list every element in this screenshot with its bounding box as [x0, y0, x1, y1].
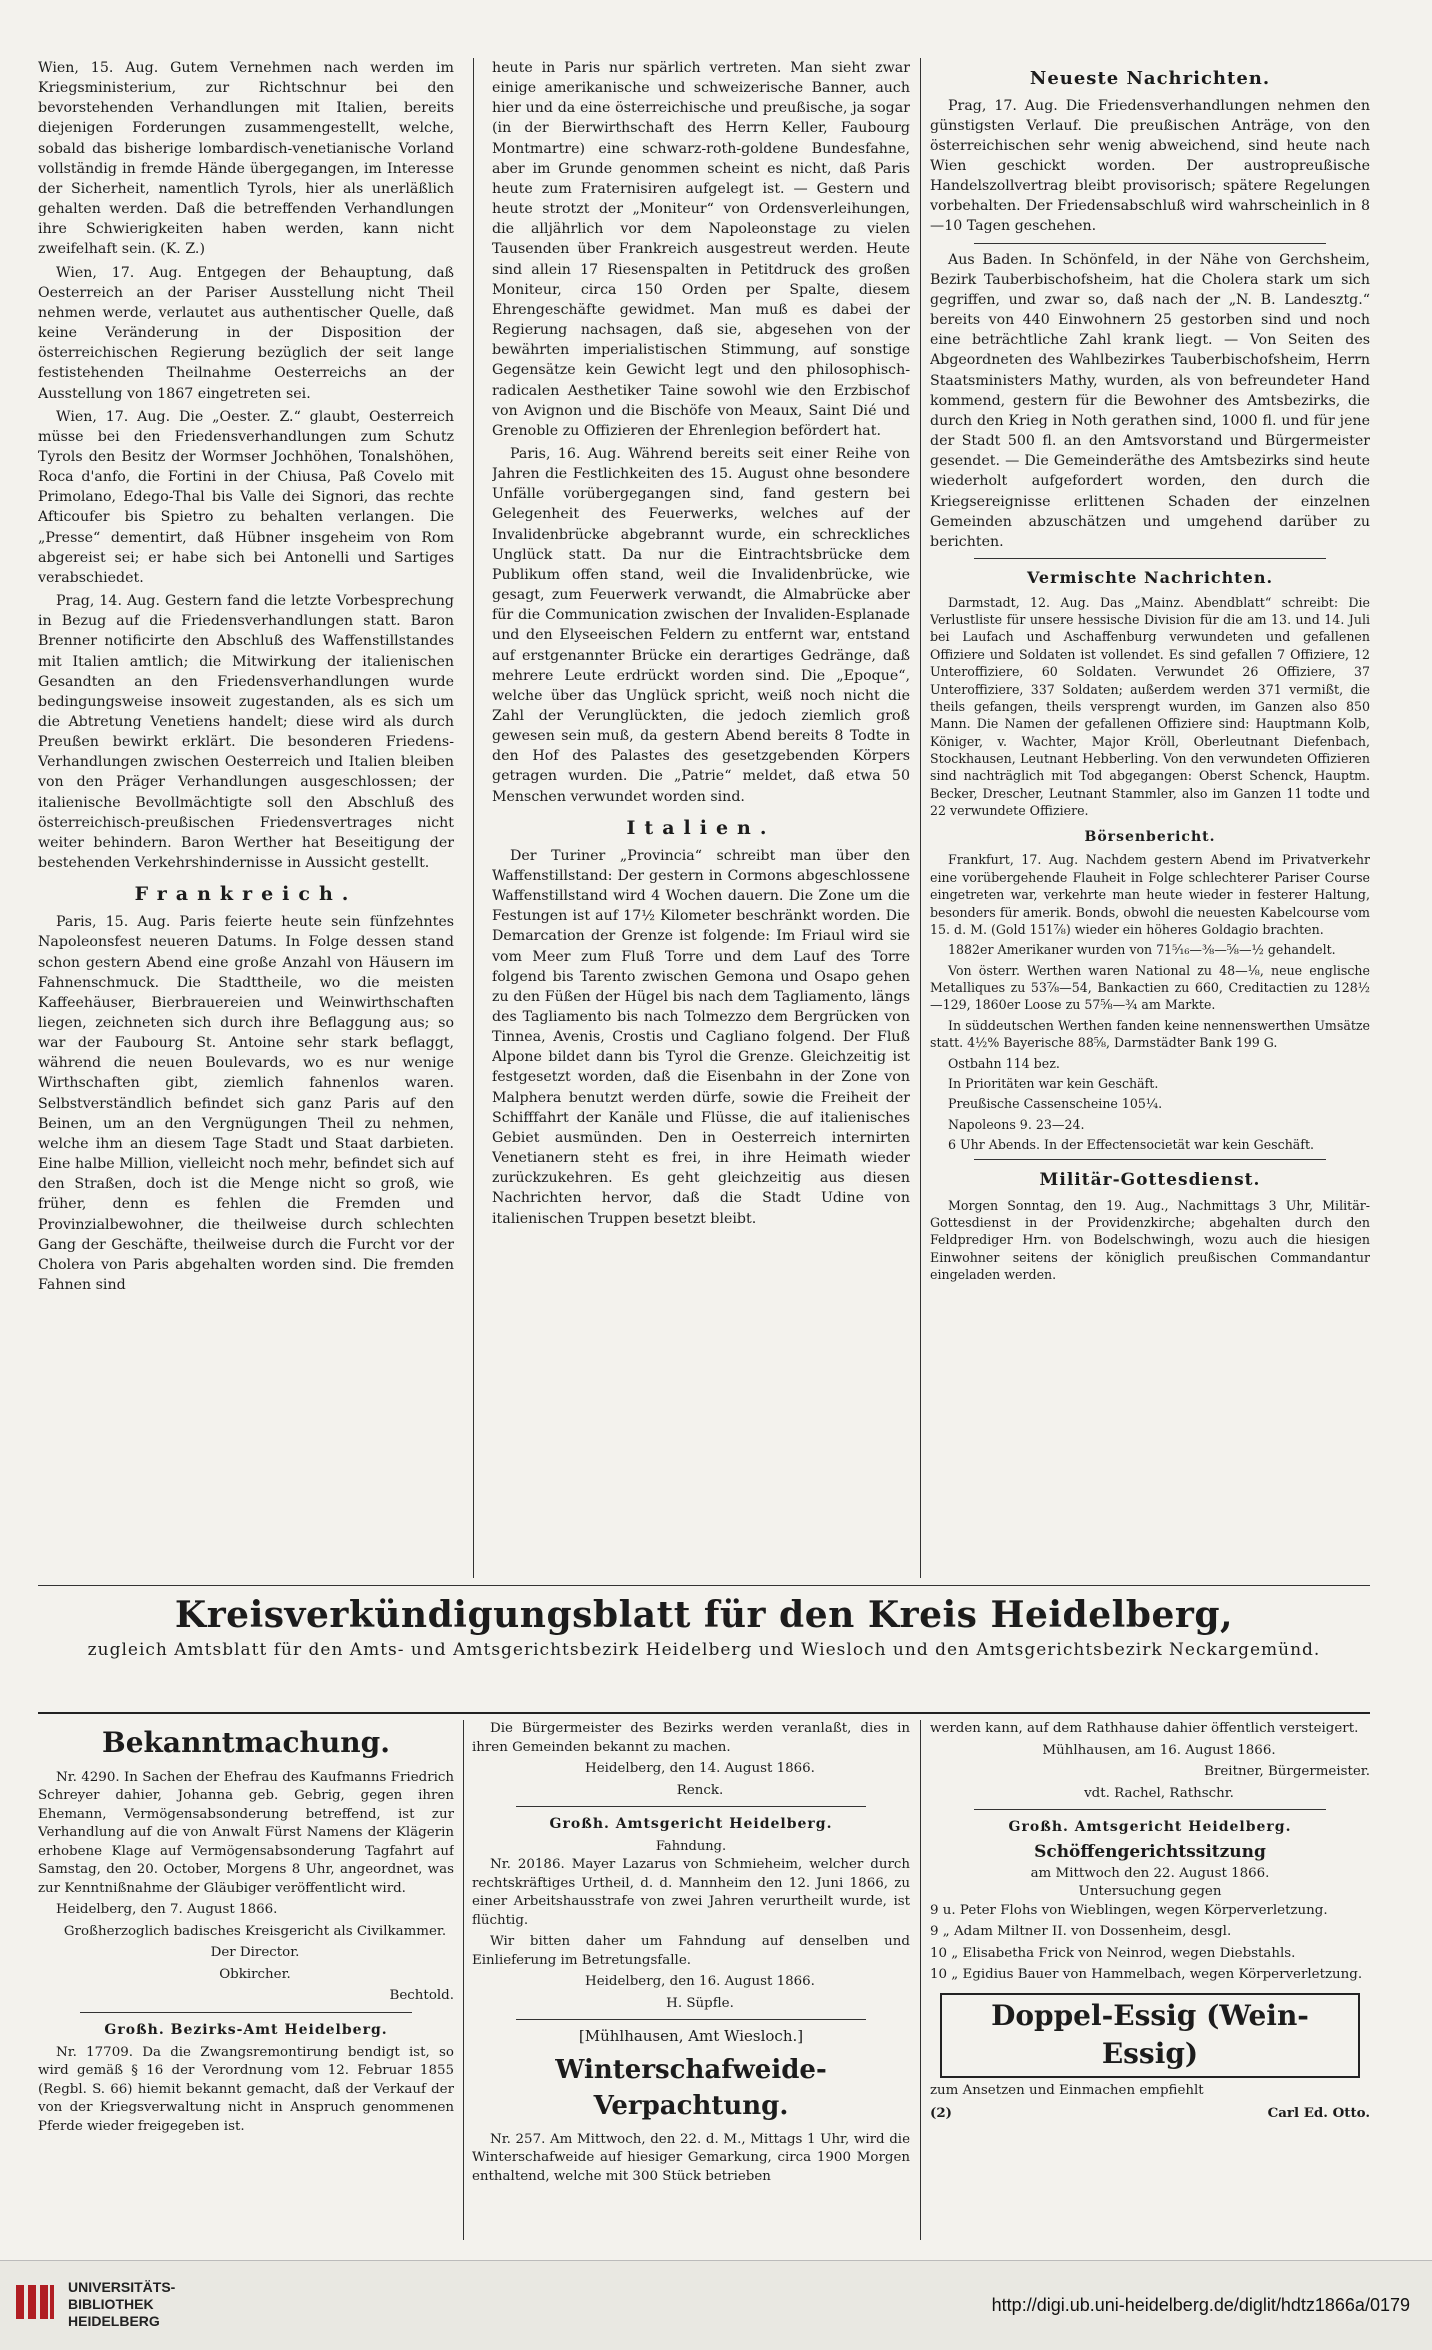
- heading-amtsgericht: Großh. Amtsgericht Heidelberg.: [549, 1816, 833, 1832]
- boerse-line: Von österr. Werthen waren National zu 48—⅛, neue englische Metalliques zu 53⅞—54, Bankactien zu 660, Creditactien zu 128½—129, 1860er Loose zu 57⅝—¾ am Markte.: [930, 962, 1370, 1013]
- library-name-line: HEIDELBERG: [68, 2312, 160, 2329]
- article-prag: Prag, 14. Aug. Gestern fand die letzte Vorbesprechung in Bezug auf die Friedensverhandlungen statt. Baron Brenner notificirte den Abschluß des Waffenstillstandes mit Italien amtlich; die Mitwirkung der italienischen Gesandten an den Friedensverhandlungen wurde bedingungsweise insoweit zugestanden, als es sich um die Abtretung Venetiens handelt; diese wird als durch Preußen bewirkt erklärt. Die besonderen Friedens-Verhandlungen zwischen Oesterreich und Italien bleiben von den Präger Verhandlungen ausgeschlossen; der italienische Bevollmächtigte soll den Abschluß des österreichisch-preußischen Friedensvertrages nicht weiter behindern. Baron Werther hat Beseitigung der bestehenden Verkehrshindernisse in Aussicht gestellt.: [38, 593, 454, 872]
- divider: [516, 1806, 866, 1807]
- announcement-column-3: [930, 1720, 1370, 2240]
- session-item: 9 u. Peter Flohs von Wieblingen, wegen Körperverletzung.: [930, 1902, 1328, 1918]
- divider: [516, 2019, 866, 2020]
- notice-date: Heidelberg, den 7. August 1866.: [56, 1902, 278, 1918]
- article-italien: Der Turiner „Provincia“ schreibt man über den Waffenstillstand: Der gestern in Cormons abgeschlossene Waffenstillstand wird 4 Wochen dauern. Die Zone um die Festungen ist auf 17½ Kilometer beschränkt worden. Die Demarcation der Grenze ist folgende: Im Friaul wird sie vom Meer zum Fluß Torre und dem Lauf des Torre folgend bis Tarento zwischen Gemona und Osapo gehen zu den Füßen der Hügel bis nach dem Tagliamento, längs des Tagliamento bis nach Tolmezzo dem Bergrücken von Tinnea, Avenis, Crostis und Cagliano folgend. Der Fluß Alpone bildet dann bis Tyrol die Grenze. Gleichzeitig ist festgesetzt worden, daß die Eisenbahn in der Zone von Malphera benutzt werden dürfe, sowie die Freiheit der Schifffahrt der Kanäle und Flüsse, die auf italienisches Gebiet ausmünden. Den in Oesterreich internirten Venetianern steht es frei, in ihre Heimath wieder zurückzukehren. Es geht gleichzeitig aus diesen Nachrichten hervor, daß die Stadt Udine von italienischen Truppen besetzt bleibt.: [492, 847, 910, 1227]
- session-item: 9 „ Adam Miltner II. von Dossenheim, desgl.: [930, 1924, 1232, 1940]
- article-wien-1: Wien, 15. Aug. Gutem Vernehmen nach werden im Kriegsministerium, zur Richtschnur bei den bevorstehenden Verhandlungen mit Italien, bereits diejenigen Forderungen zusammengestellt, welche, sobald das bisherige lombardisch-venetianische Vorland vollständig in fremde Hände übergegangen, im Interesse der Sicherheit, namentlich Tyrols, hier als unerläßlich gehalten werden. Daß die betreffenden Verhandlungen ihre Schwierigkeiten haben werden, kann nicht zweifelhaft sein. (K. Z.): [38, 60, 454, 258]
- kreisblatt-title: Kreisverkündigungsblatt für den Kreis Heidelberg,: [174, 1594, 1234, 1636]
- heading-militaer-gottesdienst: Militär-Gottesdienst.: [1039, 1170, 1261, 1191]
- column-2: [492, 58, 910, 1578]
- heading-vermischte: Vermischte Nachrichten.: [1026, 567, 1274, 587]
- announcement-column-1: [38, 1720, 454, 2240]
- notice-text: Die Bürgermeister des Bezirks werden veranlaßt, dies in ihren Gemeinden bekannt zu machen.: [472, 1721, 910, 1755]
- advert-text: zum Ansetzen und Einmachen empfiehlt: [930, 2083, 1204, 2099]
- subheading-schoeffengericht: Schöffengerichtssitzung: [1034, 1842, 1266, 1863]
- notice-signature: vdt. Rachel, Rathschr.: [1084, 1785, 1234, 1801]
- announcement-column-2: [472, 1720, 910, 2240]
- article-baden: Aus Baden. In Schönfeld, in der Nähe von Gerchsheim, Bezirk Tauberbischofsheim, hat die Cholera stark um sich gegriffen, und zwar so, daß nach der „N. B. Landesztg.“ bereits von 440 Einwohnern 25 gestorben sind und noch eine beträchtliche Zahl krank liegt. — Von Seiten des Abgeordneten des Wahlbezirkes Tauberbischofsheim, Herrn Staatsministers Mathy, wurden, als von befreundeter Hand kommend, gestern für die Bewohner des Amtsbezirks, die durch den Krieg in Noth gerathen sind, 1000 fl. und für jene der Stadt 500 fl. an den Amtsvorstand und Bürgermeister gesendet. — Die Gemeinderäthe des Amtsbezirks sind heute wiederholt aufgefordert worden, den durch die Kriegsereignisse erlittenen Schaden der einzelnen Gemeinden abzuschätzen und umgehend darüber zu berichten.: [930, 251, 1370, 550]
- boerse-line: Preußische Cassenscheine 105¼.: [948, 1096, 1163, 1112]
- heading-italien: Italien.: [626, 816, 776, 839]
- session-caption: Untersuchung gegen: [1078, 1884, 1222, 1900]
- advert-doppel-essig: Doppel-Essig (Wein-Essig): [940, 1993, 1360, 2078]
- notice-signature: Renck.: [676, 1782, 724, 1798]
- notice-257: Nr. 257. Am Mittwoch, den 22. d. M., Mittags 1 Uhr, wird die Winterschafweide auf hiesiger Gemarkung, circa 1900 Morgen enthaltend, welche mit 300 Stück betrieben: [472, 2131, 910, 2184]
- article-paris-1: Paris, 15. Aug. Paris feierte heute sein fünfzehntes Napoleonsfest neueren Datums. In Folge dessen stand schon gestern Abend eine große Anzahl von Häusern im Fahnenschmuck. Die Stadttheile, wo die meisten Kaffeehäuser, Bierbrauereien und Weinwirthschaften liegen, zeichneten sich durch ihre Beflaggung aus; so war der Faubourg St. Antoine sehr stark beflaggt, während die neuen Boulevards, wo es nur wenige Wirthschaften gibt, ziemlich fahnenlos waren. Selbstverständlich befindet sich ganz Paris auf den Beinen, um an den Vergnügungen Theil zu nehmen, welche ihm an diesem Tage Stadt und Staat darbieten. Eine halbe Million, vielleicht noch mehr, befindet sich auf den Straßen, doch ist die Menge nicht so groß, wie früher, denn es fehlen die Fremden und Provinzialbewohner, die theilweise durch schlechten Gang der Geschäfte, theilweise durch die Furcht vor der Cholera von Paris abgehalten worden sind. Die fremden Fahnen sind: [38, 914, 454, 1294]
- library-name: [68, 2279, 175, 2329]
- article-frankfurt: Frankfurt, 17. Aug. Nachdem gestern Abend im Privatverkehr eine vorübergehende Flauheit in Folge schlechterer Pariser Course eingetreten war, verkehrte man heute wieder in festerer Haltung, besonders für amerik. Bonds, obwohl die neuesten Kabelcourse vom 15. d. M. (Gold 151⅞) wieder ein höheres Goldagio brachten.: [930, 852, 1370, 937]
- column-1: [38, 58, 454, 1578]
- heading-winterschafweide: Winterschafweide-Verpachtung.: [555, 2054, 827, 2121]
- notice-signature: Bechtold.: [389, 1988, 454, 2004]
- library-logo-icon: [12, 2279, 58, 2325]
- article-paris-2: Paris, 16. Aug. Während bereits seit einer Reihe von Jahren die Festlichkeiten des 15. August ohne besondere Unfälle vorübergegangen sind, fand gestern bei Gelegenheit des Feuerwerks, welches auf der Invalidenbrücke abgebrannt wurde, ein schreckliches Unglück statt. Da nur die Eintrachtsbrücke dem Publikum offen stand, weil die Invalidenbrücke, wie gesagt, zum Feuerwerk verwandt, die Almabrücke aber für die Communication zwischen der Invaliden-Esplanade und den Elyseeischen Feldern zu entfernt war, entstand auf erstgenannter Brücke ein derartiges Gedränge, daß mehrere Leute erdrückt worden sind. Die „Epoque“, welche über das Unglück spricht, weiß noch nicht die Zahl der Verunglückten, die jedoch ziemlich groß gewesen sein muß, da gestern Abend bereits 8 Todte in den Hof des Palastes des gesetzgebenden Körpers getragen wurden. Die „Patrie“ meldet, daß etwa 50 Menschen verwundet worden sind.: [492, 445, 910, 805]
- column-divider: [920, 58, 921, 1578]
- article-prag-news: Prag, 17. Aug. Die Friedensverhandlungen nehmen den günstigsten Verlauf. Die preußischen Anträge, von den österreichischen sehr wenig abweichend, sind heute nach Wien geschickt worden. Der austropreußische Handelszollvertrag bleibt provisorisch; spätere Regelungen vorbehalten. Der Friedensabschluß wird wahrscheinlich in 8—10 Tagen geschehen.: [930, 97, 1370, 235]
- article-wien-3: Wien, 17. Aug. Die „Oester. Z.“ glaubt, Oesterreich müsse bei den Friedensverhandlungen zum Schutz Tyrols den Besitz der Wormser Jochhöhen, Tonalshöhen, Roca d'anfo, die Fortini in der Chiusa, Paß Covelo mit Primolano, Edego-Thal bis Valle dei Signori, das rechte Afticoufer bis Spietro zu behalten verlangen. Die „Presse“ dementirt, daß Hübner insgeheim von Rom abgereist sei; er habe sich bei Antonelli und Sartiges verabschiedet.: [38, 408, 454, 586]
- divider: [974, 1159, 1326, 1160]
- notice-signature: H. Süpfle.: [666, 1995, 734, 2011]
- notice-text: werden kann, auf dem Rathhause dahier öffentlich versteigert.: [930, 1721, 1359, 1736]
- session-item: 10 „ Egidius Bauer von Hammelbach, wegen Körperverletzung.: [930, 1967, 1363, 1983]
- divider: [80, 2012, 413, 2013]
- heading-boersenbericht: Börsenbericht.: [1084, 828, 1216, 845]
- column-divider: [473, 58, 474, 1578]
- divider: [974, 1809, 1326, 1810]
- boerse-line: In süddeutschen Werthen fanden keine nennenswerthen Umsätze statt. 4½% Bayerische 88⅝, Darmstädter Bank 199 G.: [930, 1017, 1370, 1051]
- notice-17709: Nr. 17709. Da die Zwangsremontirung bendigt ist, so wird gemäß § 16 der Verordnung vom 12. Februar 1855 (Regbl. S. 66) hiemit bekannt gemacht, daß der Verkauf der von der Kriegsverwaltung nicht in Anspruch genommenen Pferde wieder freigegeben ist.: [38, 2044, 454, 2134]
- heading-amtsgericht: Großh. Amtsgericht Heidelberg.: [1008, 1819, 1292, 1835]
- advert-name: Carl Ed. Otto.: [1267, 2104, 1370, 2121]
- notice-signature: Obkircher.: [219, 1966, 291, 1982]
- notice-location: [Mühlhausen, Amt Wiesloch.]: [578, 2027, 804, 2046]
- column-divider: [463, 1720, 464, 2240]
- notice-date: Heidelberg, den 16. August 1866.: [585, 1974, 815, 1990]
- divider: [974, 243, 1326, 244]
- library-name-line: BIBLIOTHEK: [68, 2295, 154, 2312]
- advert-signature: [930, 2104, 1370, 2123]
- heading-neueste-nachrichten: Neueste Nachrichten.: [1029, 68, 1271, 89]
- column-divider: [920, 1720, 921, 2240]
- notice-4290: Nr. 4290. In Sachen der Ehefrau des Kaufmanns Friedrich Schreyer dahier, Johanna geb. Gebrig, gegen ihren Ehemann, Vermögensabsonderung betreffend, ist zur Verhandlung auf die von Anwalt Fürst Namens der Klägerin erhobene Klage auf Vermögensabsonderung Tagfahrt auf Samstag, den 20. October, Morgens 8 Uhr, angeordnet, was zur Kenntnißnahme der Gläubiger veröffentlicht wird.: [38, 1769, 454, 1896]
- article-militaer: Morgen Sonntag, den 19. Aug., Nachmittags 3 Uhr, Militär-Gottesdienst in der Providenzkirche; abgehalten durch den Feldprediger Hrn. von Bodelschwingh, wozu auch die hiesigen Einwohner seitens der königlich preußischen Commandantur eingeladen werden.: [930, 1197, 1370, 1283]
- boerse-line: Napoleons 9. 23—24.: [948, 1116, 1085, 1132]
- notice-date: Heidelberg, den 14. August 1866.: [585, 1761, 815, 1776]
- article-darmstadt: Darmstadt, 12. Aug. Das „Mainz. Abendblatt“ schreibt: Die Verlustliste für unsere hessische Division für die am 13. und 14. Juli bei Laufach und Aschaffenburg verwundeten und gefallenen Offiziere und Soldaten ist vollendet. Es sind gefallen 7 Offiziere, 12 Unteroffiziere, 60 Soldaten. Verwundet 26 Offiziere, 37 Unteroffiziere, 337 Soldaten; außerdem werden 371 vermißt, die theils gefangen, theils versprengt wurden, im Ganzen also 850 Mann. Die Namen der gefallenen Offiziere sind: Hauptmann Kolb, Königer, v. Wachter, Major Kröll, Oberleutnant Diefenbach, Stockhausen, Leutnant Hebberling. Von den verwundeten Offizieren sind nachträglich mit Tod abgegangen: Oberst Schenck, Hauptm. Becker, Drescher, Leutnant Stammler, also im Ganzen 11 todte und 22 verwundete Offiziere.: [930, 594, 1370, 819]
- boerse-line: 1882er Amerikaner wurden von 71⁵⁄₁₆—⅜—⅝—½ gehandelt.: [948, 942, 1336, 958]
- session-item: 10 „ Elisabetha Frick von Neinrod, wegen Diebstahls.: [930, 1945, 1296, 1961]
- article-wien-2: Wien, 17. Aug. Entgegen der Behauptung, daß Oesterreich an der Pariser Ausstellung nicht Theil nehmen werde, verlautet aus authentischer Quelle, daß keine Veränderung in der Disposition der österreichischen Regierung bezüglich der seit lange festistehenden Theilnahme Oesterreichs an der Ausstellung von 1867 eingetreten sei.: [38, 264, 454, 402]
- column-3: [930, 58, 1370, 1578]
- library-name-line: UNIVERSITÄTS-: [68, 2279, 176, 2295]
- notice-signature: Breitner, Bürgermeister.: [1204, 1764, 1370, 1779]
- boerse-line: Ostbahn 114 bez.: [948, 1055, 1060, 1071]
- notice-date: Mühlhausen, am 16. August 1866.: [1042, 1742, 1276, 1758]
- divider: [974, 558, 1326, 559]
- divider: [38, 1712, 1370, 1714]
- subheading-fahndung: Fahndung.: [655, 1839, 727, 1855]
- heading-frankreich: Frankreich.: [134, 883, 358, 906]
- notice-text: Wir bitten daher um Fahndung auf denselben und Einlieferung im Betretungsfalle.: [472, 1934, 910, 1968]
- boerse-line: 6 Uhr Abends. In der Effectensocietät war kein Geschäft.: [948, 1137, 1315, 1153]
- article-paris-cont: heute in Paris nur spärlich vertreten. Man sieht zwar einige amerikanische und schweizerische Banner, auch hier und da eine österreichische und preußische, ja sogar (in der Bierwirthschaft des Herrn Keller, Faubourg Montmartre) eine schwarz-roth-goldene Bundesfahne, aber im Grunde genommen scheint es nicht, daß Paris heute zum Fraternisiren aufgelegt ist. — Gestern und heute strotzt der „Moniteur“ von Ordensverleihungen, die alljährlich vor dem Napoleonstage zu vielen Tausenden über Frankreich ausgestreut werden. Heute sind allein 17 Riesenspalten in Petitdruck des großen Moniteur, circa 150 Orden per Spalte, diesem Ehrengeschäfte gewidmet. Man muß es dabei der Regierung nachsagen, daß sie, abgesehen von der bewährten imperialistischen Stimmung, auf sonstige Gegensätze kein Gewicht legt und den philosophisch-radicalen Aesthetiker Taine sowohl wie den Erzbischof von Avignon und die Bischöfe von Meaux, Saint Dié und Grenoble zu Offizieren der Ehrenlegion befördert hat.: [492, 60, 910, 439]
- boerse-line: In Prioritäten war kein Geschäft.: [948, 1075, 1159, 1091]
- permalink-link[interactable]: http://digi.ub.uni-heidelberg.de/diglit/hdtz1866a/0179: [991, 2295, 1410, 2315]
- library-footer: [0, 2260, 1432, 2350]
- heading-bezirksamt: Großh. Bezirks-Amt Heidelberg.: [104, 2021, 388, 2038]
- notice-20186: Nr. 20186. Mayer Lazarus von Schmieheim, welcher durch rechtskräftiges Urtheil, d. d. Mannheim den 12. Juni 1866, zu einer Arbeitshausstrafe von zwei Jahren verurtheilt wurde, ist flüchtig.: [472, 1857, 910, 1928]
- kreisblatt-subtitle: zugleich Amtsblatt für den Amts- und Amtsgerichtsbezirk Heidelberg und Wiesloch und den Amtsgerichtsbezirk Neckargemünd.: [87, 1640, 1321, 1660]
- notice-director: Der Director.: [210, 1945, 300, 1961]
- heading-bekanntmachung: Bekanntmachung.: [102, 1726, 390, 1759]
- advert-number: (2): [930, 2104, 952, 2121]
- notice-court: Großherzoglich badisches Kreisgericht als Civilkammer.: [63, 1923, 447, 1939]
- kreisblatt-header: [38, 1585, 1370, 1660]
- session-date: am Mittwoch den 22. August 1866.: [1030, 1865, 1270, 1881]
